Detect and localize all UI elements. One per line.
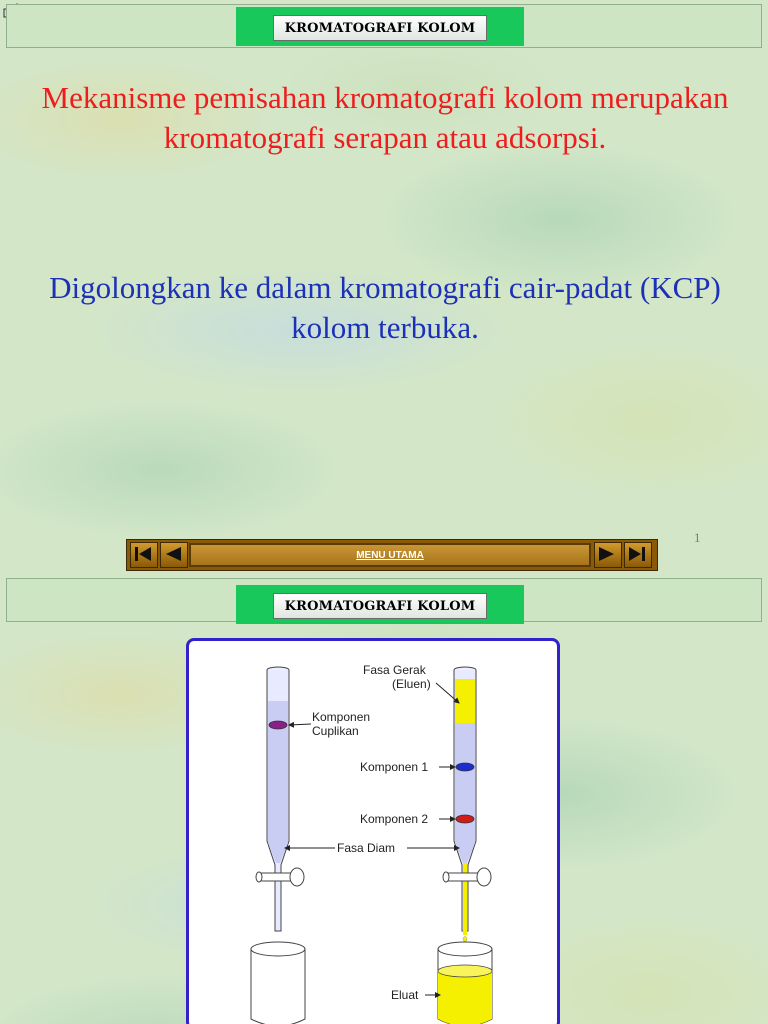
- left-beaker: [251, 942, 305, 1024]
- label-cuplikan: Cuplikan: [312, 724, 359, 738]
- paragraph-blue: Digolongkan ke dalam kromatografi cair-padat (KCP) kolom terbuka.: [49, 270, 721, 345]
- previous-slide-button[interactable]: [160, 542, 188, 568]
- slide-title: KROMATOGRAFI KOLOM: [273, 15, 487, 41]
- diagram-drawing: [189, 641, 557, 1024]
- component-2-band: [456, 815, 474, 823]
- label-fasa-gerak: Fasa Gerak: [363, 663, 426, 677]
- paragraph-red: Mekanisme pemisahan kromatografi kolom merupakan kromatografi serapan atau adsorpsi.: [41, 80, 729, 155]
- slide-title: KROMATOGRAFI KOLOM: [273, 593, 487, 619]
- navigation-bar: [126, 539, 658, 571]
- label-eluat: Eluat: [391, 988, 419, 1002]
- component-1-band: [456, 763, 474, 771]
- page-number: 1: [694, 530, 701, 545]
- label-komponen: Komponen: [312, 710, 371, 724]
- last-slide-icon: [628, 546, 646, 562]
- label-komponen-2: Komponen 2: [360, 812, 429, 826]
- column-chromatography-diagram: [186, 638, 560, 1024]
- right-column: [443, 667, 491, 942]
- next-slide-icon: [598, 546, 616, 562]
- left-column: [256, 667, 304, 931]
- last-slide-button[interactable]: [624, 542, 652, 568]
- next-slide-button[interactable]: [594, 542, 622, 568]
- menu-utama-link[interactable]: MENU UTAMA: [189, 543, 591, 567]
- first-slide-icon: [134, 546, 152, 562]
- label-komponen-1: Komponen 1: [360, 760, 429, 774]
- slide-2: [0, 574, 768, 1024]
- label-fasa-diam: Fasa Diam: [337, 841, 396, 855]
- first-slide-button[interactable]: [130, 542, 158, 568]
- previous-slide-icon: [164, 546, 182, 562]
- sample-component-band: [269, 721, 287, 729]
- title-box: [236, 7, 524, 46]
- title-box: [236, 585, 524, 624]
- right-beaker: [438, 942, 492, 1024]
- label-eluen: (Eluen): [392, 677, 431, 691]
